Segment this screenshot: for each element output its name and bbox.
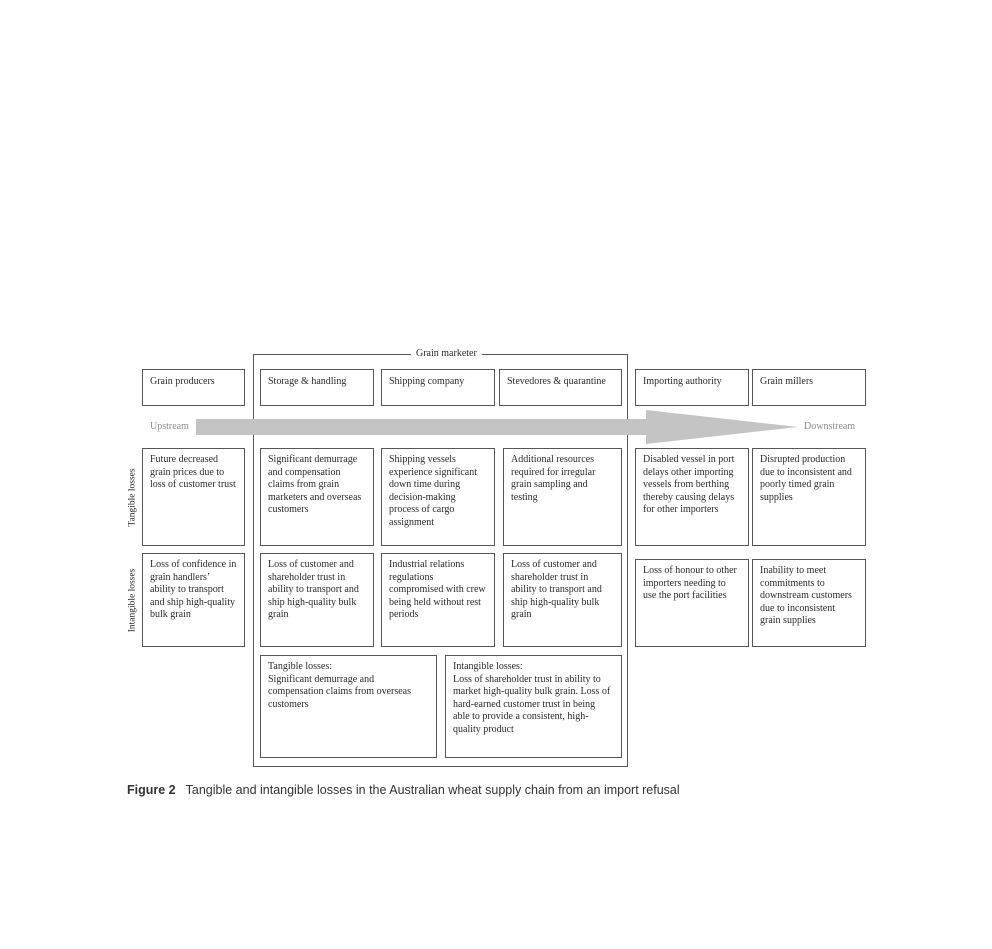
stage-stevedores-quarantine: Stevedores & quarantine bbox=[499, 369, 622, 406]
stage-shipping-company: Shipping company bbox=[381, 369, 495, 406]
summary-intangible-text: Loss of shareholder trust in ability to market high-quality bulk grain. Loss of hard-earned customer trust in being able to provide a consistent, high-quality product bbox=[453, 673, 611, 735]
flow-arrow-shape bbox=[196, 410, 798, 444]
stage-storage-handling: Storage & handling bbox=[260, 369, 374, 406]
row-label-tangible: Tangible losses bbox=[127, 468, 138, 527]
figure-caption bbox=[127, 783, 680, 797]
downstream-label: Downstream bbox=[804, 421, 856, 432]
figure-caption-text: Tangible and intangible losses in the Australian wheat supply chain from an import refusal bbox=[185, 783, 680, 797]
intangible-stevedores-quarantine: Loss of customer and shareholder trust in ability to transport and ship high-quality bulk grain bbox=[503, 553, 622, 647]
intangible-grain-millers: Inability to meet commitments to downstream customers due to inconsistent grain supplies bbox=[752, 559, 866, 647]
tangible-shipping-company: Shipping vessels experience significant down time during decision-making process of cargo assignment bbox=[381, 448, 495, 546]
summary-tangible-title: Tangible losses: bbox=[268, 661, 333, 672]
intangible-importing-authority: Loss of honour to other importers needing to use the port facilities bbox=[635, 559, 749, 647]
tangible-grain-producers: Future decreased grain prices due to loss of customer trust bbox=[142, 448, 245, 546]
summary-intangible-title: Intangible losses: bbox=[453, 661, 523, 672]
tangible-storage-handling: Significant demurrage and compensation claims from grain marketers and overseas customers bbox=[260, 448, 374, 546]
intangible-shipping-company: Industrial relations regulations compromised with crew being held without rest periods bbox=[381, 553, 495, 647]
summary-tangible-losses bbox=[260, 655, 437, 758]
tangible-stevedores-quarantine: Additional resources required for irregular grain sampling and testing bbox=[503, 448, 622, 546]
intangible-grain-producers: Loss of confidence in grain handlers’ ability to transport and ship high-quality bulk grain bbox=[142, 553, 245, 647]
summary-tangible-text: Significant demurrage and compensation claims from overseas customers bbox=[268, 673, 412, 710]
stage-grain-producers: Grain producers bbox=[142, 369, 245, 406]
row-label-intangible: Intangible losses bbox=[127, 568, 138, 633]
supply-chain-flow-arrow bbox=[196, 410, 800, 444]
tangible-grain-millers: Disrupted production due to inconsistent and poorly timed grain supplies bbox=[752, 448, 866, 546]
tangible-importing-authority: Disabled vessel in port delays other importing vessels from berthing thereby causing delays for other importers bbox=[635, 448, 749, 546]
stage-grain-millers: Grain millers bbox=[752, 369, 866, 406]
figure-number: Figure 2 bbox=[127, 783, 176, 797]
stage-importing-authority: Importing authority bbox=[635, 369, 749, 406]
summary-intangible-losses bbox=[445, 655, 622, 758]
grain-marketer-label: Grain marketer bbox=[411, 348, 482, 360]
intangible-storage-handling: Loss of customer and shareholder trust in ability to transport and ship high-quality bulk grain bbox=[260, 553, 374, 647]
upstream-label: Upstream bbox=[150, 421, 189, 432]
